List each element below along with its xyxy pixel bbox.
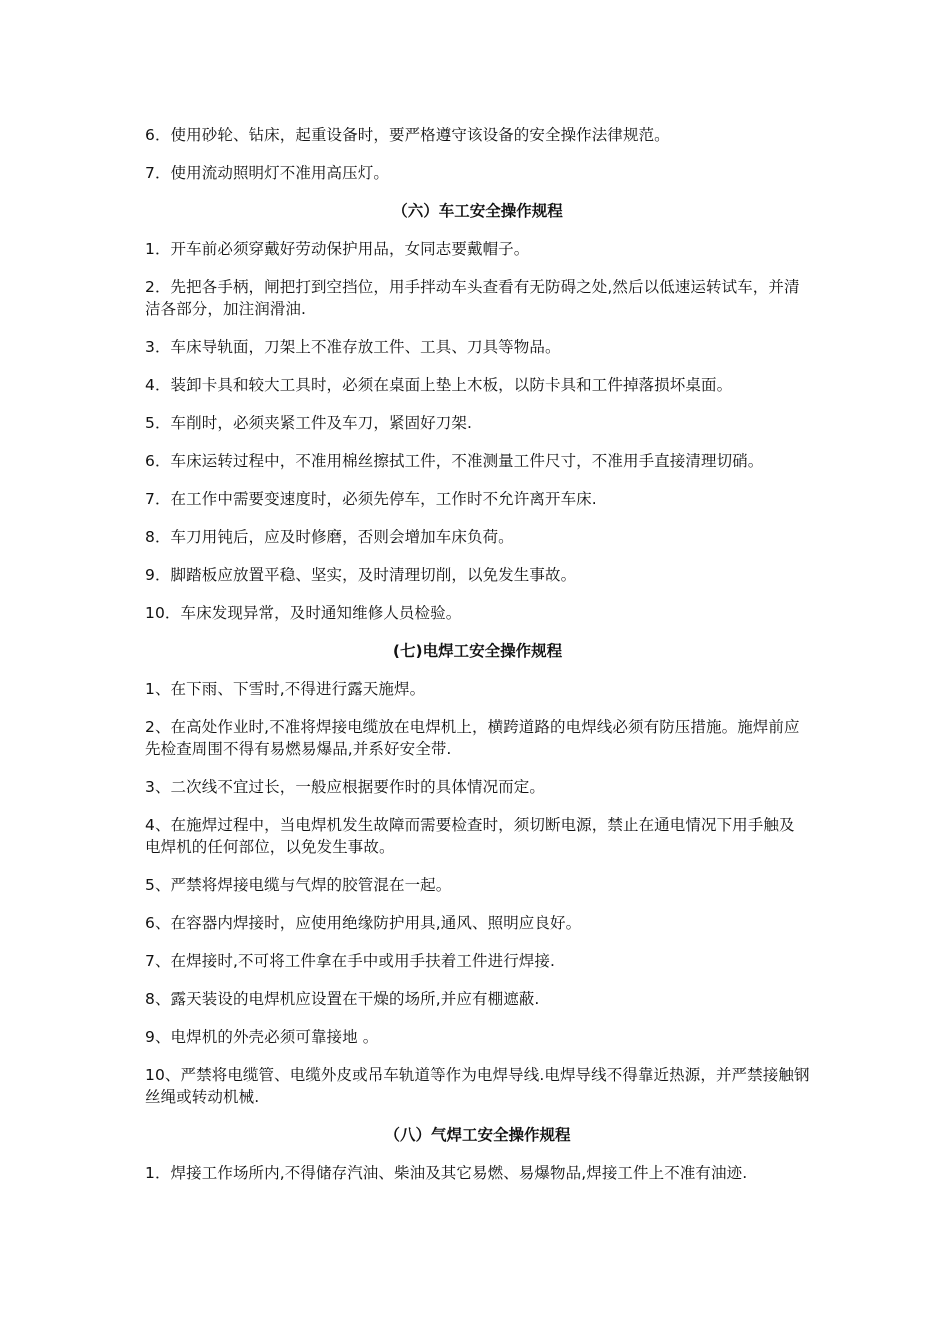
rule-item: 1．开车前必须穿戴好劳动保护用品，女同志要戴帽子。 [145,240,530,258]
rule-item: 9．脚踏板应放置平稳、坚实，及时清理切削，以免发生事故。 [145,566,577,584]
rule-item: 5、严禁将焊接电缆与气焊的胶管混在一起。 [145,876,452,894]
rule-item: 2．先把各手柄，闸把打到空挡位，用手拌动车头查看有无防碍之处,然后以低速运转试车，并清洁各部分，加注润滑油. [145,278,800,318]
rule-item: 7．在工作中需要变速度时，必须先停车，工作时不允许离开车床. [145,490,597,508]
rule-item: 1、在下雨、下雪时,不得进行露天施焊。 [145,680,426,698]
rule-item: 10、严禁将电缆管、电缆外皮或吊车轨道等作为电焊导线.电焊导线不得靠近热源，并严禁接触钢丝绳或转动机械. [145,1066,810,1106]
rule-item: 7、在焊接时,不可将工件拿在手中或用手扶着工件进行焊接. [145,952,556,970]
section-heading-gas-welding: （八）气焊工安全操作规程 [384,1126,571,1144]
rule-item: 7．使用流动照明灯不准用高压灯。 [145,164,389,182]
rule-item: 3、二次线不宜过长，一般应根据要作时的具体情况而定。 [145,778,545,796]
rule-item: 9、电焊机的外壳必须可靠接地 。 [145,1028,379,1046]
section-heading-lathe: （六）车工安全操作规程 [392,202,563,220]
rule-item: 6、在容器内焊接时，应使用绝缘防护用具,通风、照明应良好。 [145,914,582,932]
rule-item: 8．车刀用钝后，应及时修磨，否则会增加车床负荷。 [145,528,514,546]
rule-item: 1．焊接工作场所内,不得储存汽油、柴油及其它易燃、易爆物品,焊接工件上不准有油迹. [145,1164,748,1182]
rule-item: 4、在施焊过程中，当电焊机发生故障而需要检查时，须切断电源，禁止在通电情况下用手触及电焊机的任何部位，以免发生事故。 [145,816,795,856]
rule-item: 6．使用砂轮、钻床，起重设备时，要严格遵守该设备的安全操作法律规范。 [145,126,670,144]
rule-item: 5．车削时，必须夹紧工件及车刀，紧固好刀架. [145,414,472,432]
rule-item: 10．车床发现异常，及时通知维修人员检验。 [145,604,462,622]
rule-item: 2、在高处作业时,不准将焊接电缆放在电焊机上，横跨道路的电焊线必须有防压措施。施焊前应先检查周围不得有易燃易爆品,并系好安全带. [145,718,800,758]
rule-item: 3．车床导轨面，刀架上不准存放工件、工具、刀具等物品。 [145,338,561,356]
rule-item: 4．装卸卡具和较大工具时，必须在桌面上垫上木板，以防卡具和工件掉落损坏桌面。 [145,376,733,394]
document-body [145,124,810,1200]
rule-item: 8、露天装设的电焊机应设置在干燥的场所,并应有棚遮蔽. [145,990,540,1008]
section-heading-welding: (七)电焊工安全操作规程 [392,642,563,660]
rule-item: 6．车床运转过程中，不准用棉丝擦拭工件，不准测量工件尺寸，不准用手直接清理切硝。 [145,452,764,470]
